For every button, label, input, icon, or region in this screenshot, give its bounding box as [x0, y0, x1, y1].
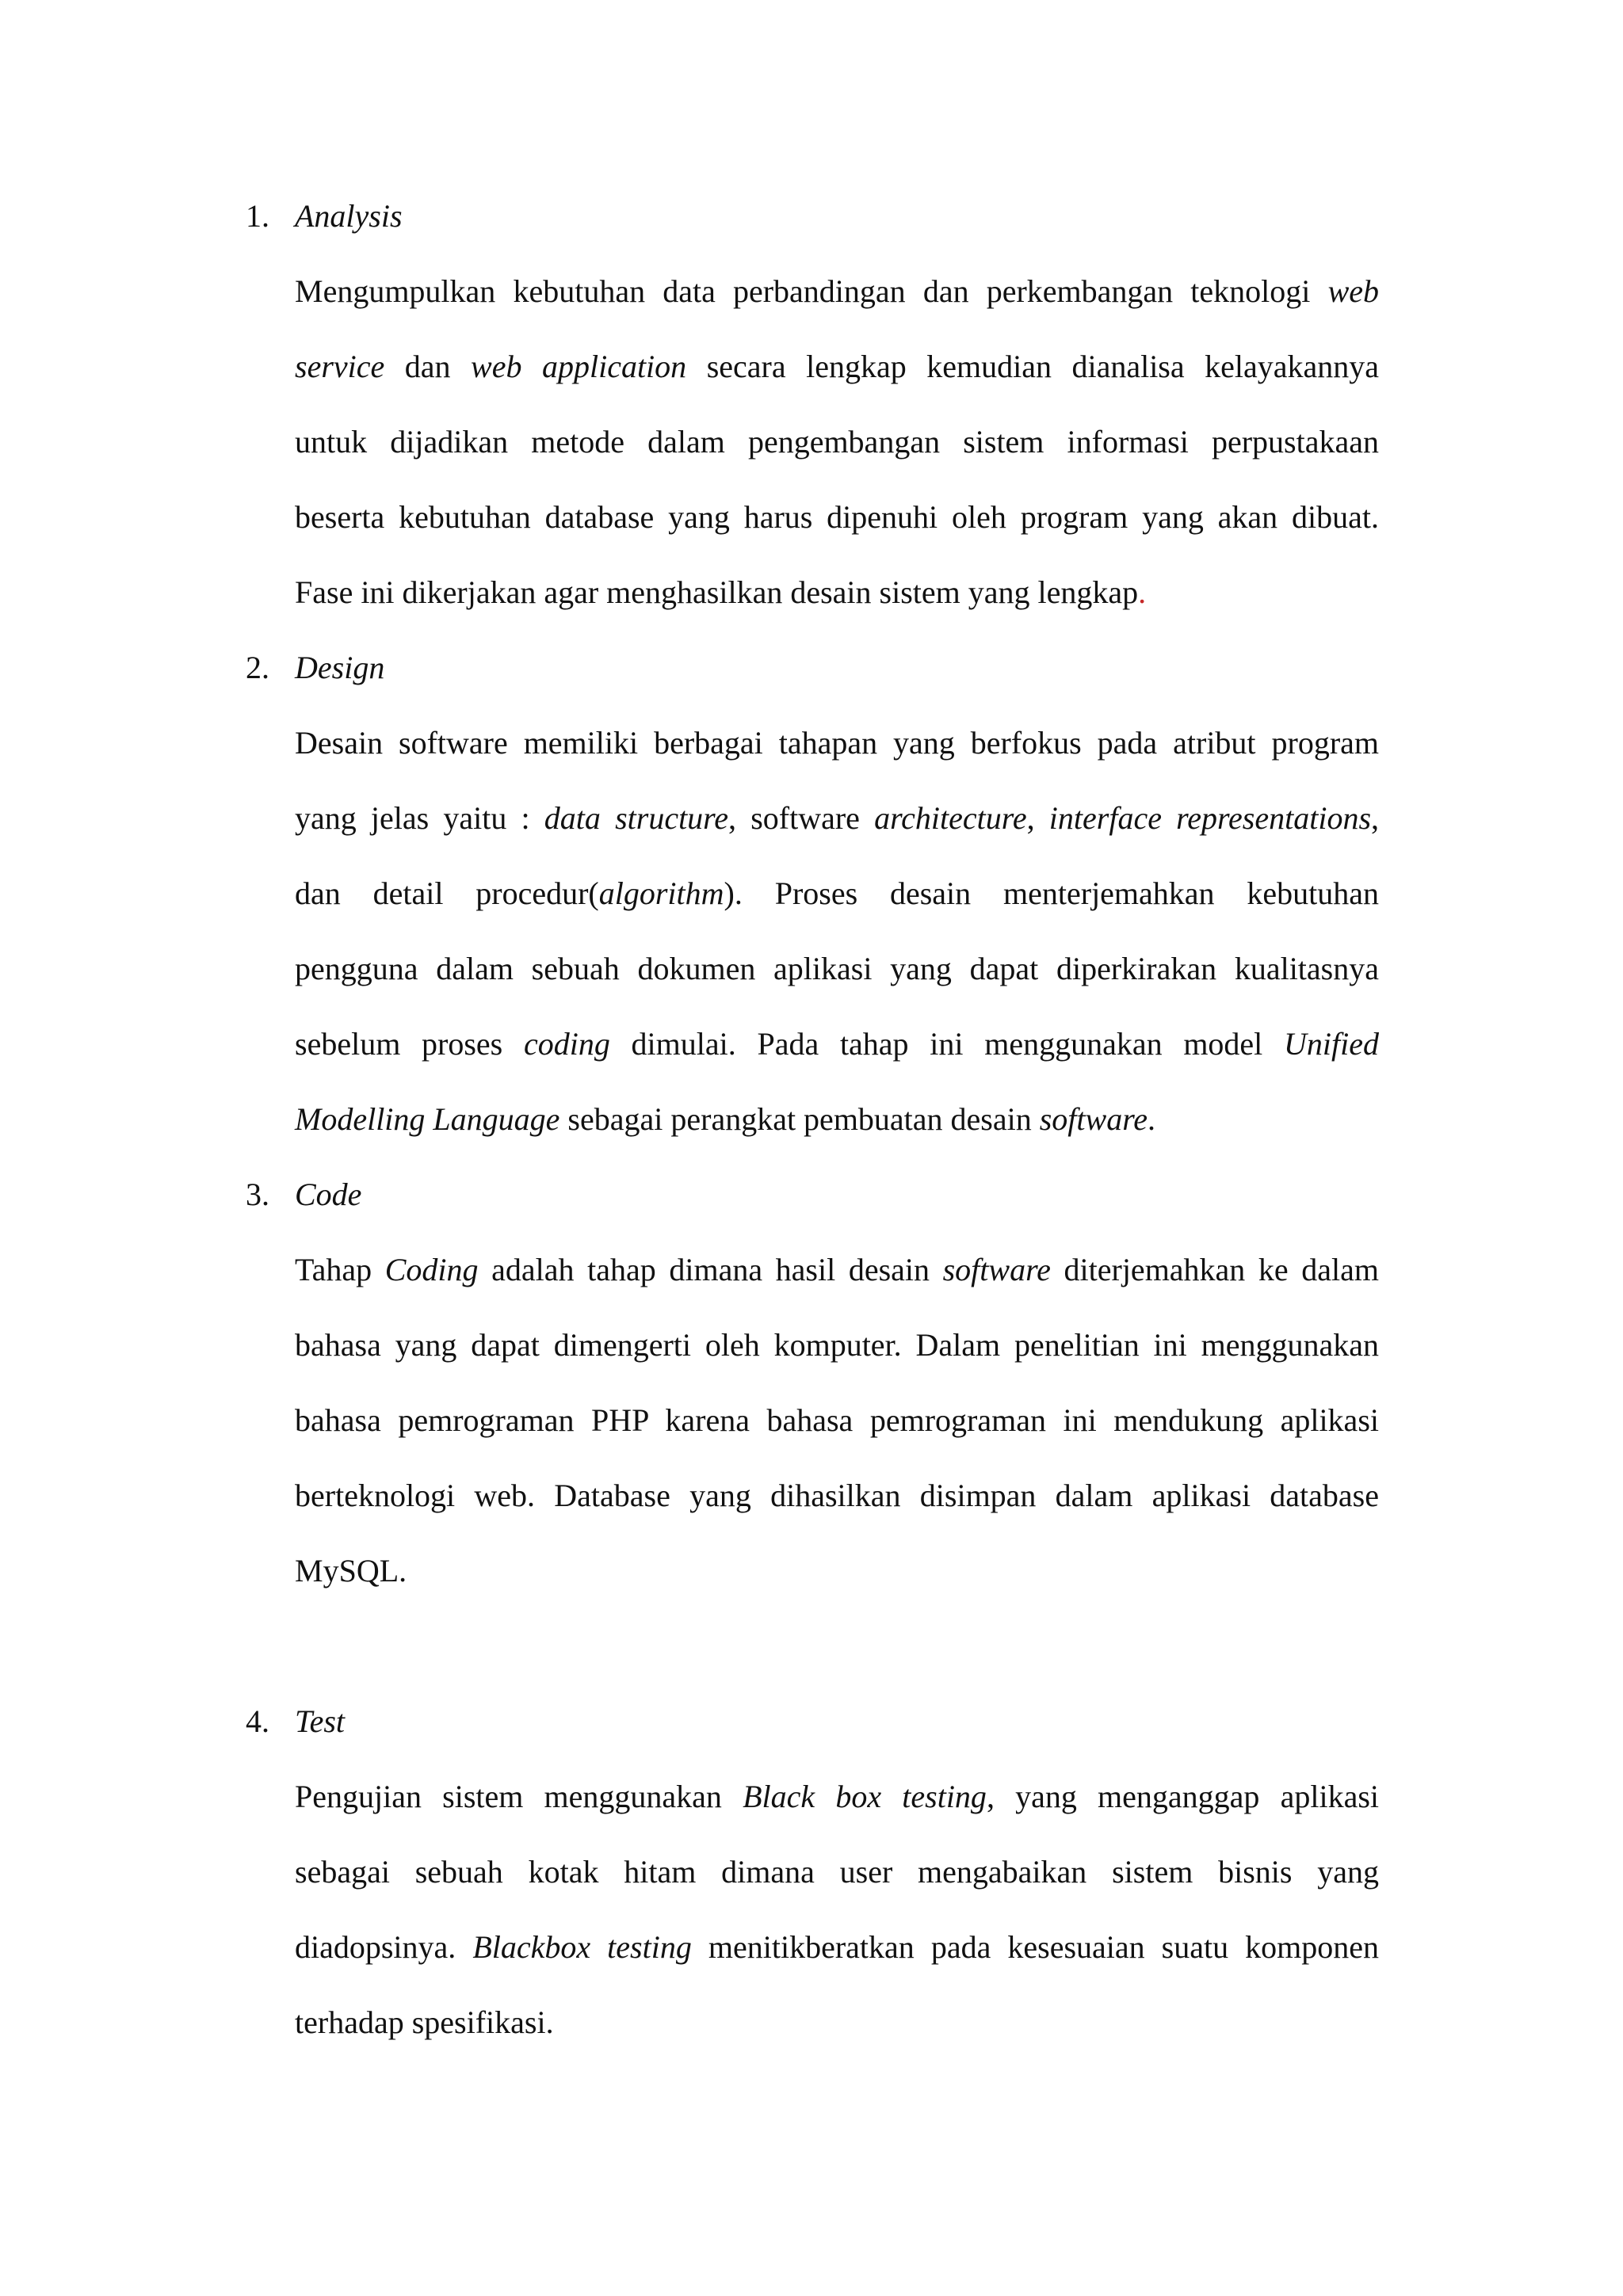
- paragraph-line: Tahap Coding adalah tahap dimana hasil desain software diterjemahkan ke dalam: [295, 1252, 1379, 1287]
- section-number: 2.: [246, 650, 269, 685]
- italic-term: software: [1039, 1101, 1148, 1137]
- italic-term: algorithm: [598, 875, 724, 911]
- paragraph-line: dan detail procedur(algorithm). Proses desain menterjemahkan kebutuhan: [295, 875, 1380, 911]
- paragraph-line: sebagai sebuah kotak hitam dimana user mengabaikan sistem bisnis yang: [295, 1854, 1379, 1890]
- section-number: 3.: [246, 1177, 269, 1212]
- italic-term: data structure: [544, 800, 729, 836]
- section-title: Code: [295, 1177, 362, 1212]
- italic-term: Modelling Language: [295, 1101, 560, 1137]
- paragraph-line: pengguna dalam sebuah dokumen aplikasi yang dapat diperkirakan kualitasnya: [295, 951, 1379, 986]
- section-heading: [246, 1171, 1379, 1219]
- italic-term: coding: [523, 1026, 610, 1062]
- paragraph-line: terhadap spesifikasi.: [295, 2004, 554, 2040]
- paragraph-line: bahasa pemrograman PHP karena bahasa pemrograman ini mendukung aplikasi: [295, 1402, 1379, 1438]
- paragraph-line: Modelling Language sebagai perangkat pembuatan desain software.: [295, 1101, 1156, 1137]
- italic-term: software: [942, 1252, 1051, 1287]
- italic-term: Coding: [384, 1252, 479, 1287]
- paragraph-line: untuk dijadikan metode dalam pengembangan sistem informasi perpustakaan: [295, 424, 1379, 460]
- paragraph-line: Mengumpulkan kebutuhan data perbandingan dan perkembangan teknologi web: [295, 273, 1379, 309]
- section-heading: [246, 644, 1379, 692]
- italic-term: Blackbox testing: [472, 1929, 692, 1965]
- paragraph-line: service dan web application secara lengkap kemudian dianalisa kelayakannya: [295, 349, 1380, 384]
- italic-term: Black box testing: [743, 1779, 987, 1814]
- italic-term: Unified: [1284, 1026, 1379, 1062]
- section-analysis: [246, 193, 1380, 610]
- paragraph-line: bahasa yang dapat dimengerti oleh komputer. Dalam penelitian ini menggunakan: [295, 1327, 1379, 1363]
- paragraph-line: beserta kebutuhan database yang harus dipenuhi oleh program yang akan dibuat.: [295, 499, 1379, 535]
- section-heading: [246, 193, 1379, 240]
- paragraph-line: diadopsinya. Blackbox testing menitikberatkan pada kesesuaian suatu komponen: [295, 1929, 1379, 1965]
- section-number: 4.: [246, 1703, 269, 1739]
- section-test: [246, 1698, 1380, 2040]
- section-title: Analysis: [295, 198, 403, 234]
- section-code: [246, 1171, 1379, 1589]
- italic-term: web: [1327, 273, 1379, 309]
- paragraph-line: sebelum proses coding dimulai. Pada tahap ini menggunakan model Unified: [295, 1026, 1379, 1062]
- italic-term: web application: [471, 349, 687, 384]
- paragraph-line: berteknologi web. Database yang dihasilkan disimpan dalam aplikasi database: [295, 1478, 1379, 1513]
- italic-term: service: [295, 349, 385, 384]
- paragraph-line: yang jelas yaitu : data structure, software architecture, interface representations,: [295, 800, 1380, 836]
- section-heading: [246, 1698, 1379, 1745]
- italic-term: interface representations: [1048, 800, 1372, 836]
- red-period: .: [1138, 574, 1147, 610]
- section-title: Test: [295, 1703, 346, 1739]
- italic-term: architecture: [874, 800, 1027, 836]
- section-design: [246, 644, 1380, 1137]
- paragraph-line: MySQL.: [295, 1553, 407, 1589]
- paragraph-line: Desain software memiliki berbagai tahapan yang berfokus pada atribut program: [295, 725, 1379, 761]
- paragraph-line: Fase ini dikerjakan agar menghasilkan desain sistem yang lengkap.: [295, 574, 1147, 610]
- section-title: Design: [295, 650, 385, 685]
- paragraph-line: Pengujian sistem menggunakan Black box testing, yang menganggap aplikasi: [295, 1779, 1380, 1814]
- section-number: 1.: [246, 198, 269, 234]
